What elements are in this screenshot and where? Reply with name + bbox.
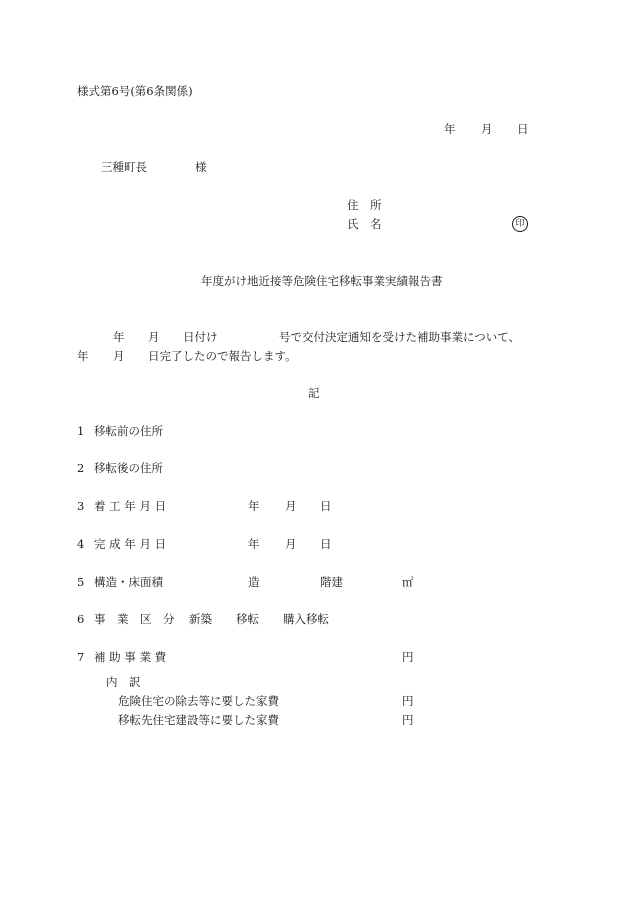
item7-number: 7 — [77, 650, 85, 664]
date-month-label: 月 — [481, 122, 493, 136]
item2-label: 移転後の住所 — [94, 461, 163, 475]
item4-number: 4 — [77, 537, 85, 551]
date-day-label: 日 — [517, 122, 529, 136]
item6-option-purchase: 購入移転 — [283, 612, 329, 626]
ki-heading: 記 — [308, 386, 320, 400]
seal-mark: 印 — [512, 216, 528, 232]
body-line2-text: 日完了したので報告します。 — [148, 349, 297, 363]
body-line1-date-suffix: 日付け — [183, 330, 218, 344]
item2-number: 2 — [77, 461, 85, 475]
item7-breakdown-label: 内 訳 — [106, 675, 141, 689]
addressee-honorific: 様 — [195, 160, 207, 174]
date-year-label: 年 — [444, 122, 456, 136]
body-line2-year: 年 — [77, 349, 89, 363]
item6-label: 事 業 区 分 — [94, 612, 175, 626]
item4-day: 日 — [320, 537, 332, 551]
item4-year: 年 — [248, 537, 260, 551]
item6-number: 6 — [77, 612, 85, 626]
item3-label: 着 工 年 月 日 — [94, 499, 167, 513]
form-number: 様式第6号(第6条関係) — [77, 84, 193, 98]
item5-structure: 造 — [248, 575, 260, 589]
item1-label: 移転前の住所 — [94, 424, 163, 438]
item3-month: 月 — [285, 499, 297, 513]
item5-floors: 階建 — [320, 575, 343, 589]
item7-unit: 円 — [402, 650, 414, 664]
item5-label: 構造・床面積 — [94, 575, 163, 589]
body-line1-month: 月 — [148, 330, 160, 344]
item7-sub2-unit: 円 — [402, 713, 414, 727]
addressee-name: 三種町長 — [101, 160, 147, 174]
item3-day: 日 — [320, 499, 332, 513]
document-title: 年度がけ地近接等危険住宅移転事業実績報告書 — [201, 274, 443, 288]
item4-month: 月 — [285, 537, 297, 551]
body-line1-text: 号で交付決定通知を受けた補助事業について、 — [279, 330, 521, 344]
item5-number: 5 — [77, 575, 85, 589]
address-label: 住 所 — [347, 198, 382, 212]
item4-label: 完 成 年 月 日 — [94, 537, 167, 551]
item7-label: 補 助 事 業 費 — [94, 650, 167, 664]
item7-sub1-label: 危険住宅の除去等に要した家費 — [118, 694, 279, 708]
item6-option-new: 新築 — [189, 612, 212, 626]
item3-year: 年 — [248, 499, 260, 513]
item5-area-unit: ㎡ — [402, 575, 414, 589]
body-line2-month: 月 — [113, 349, 125, 363]
item7-sub1-unit: 円 — [402, 694, 414, 708]
item6-option-relocate: 移転 — [236, 612, 259, 626]
name-label: 氏 名 — [347, 217, 382, 231]
item7-sub2-label: 移転先住宅建設等に要した家費 — [118, 713, 279, 727]
item3-number: 3 — [77, 499, 85, 513]
item1-number: 1 — [77, 424, 85, 438]
body-line1-year: 年 — [113, 330, 125, 344]
